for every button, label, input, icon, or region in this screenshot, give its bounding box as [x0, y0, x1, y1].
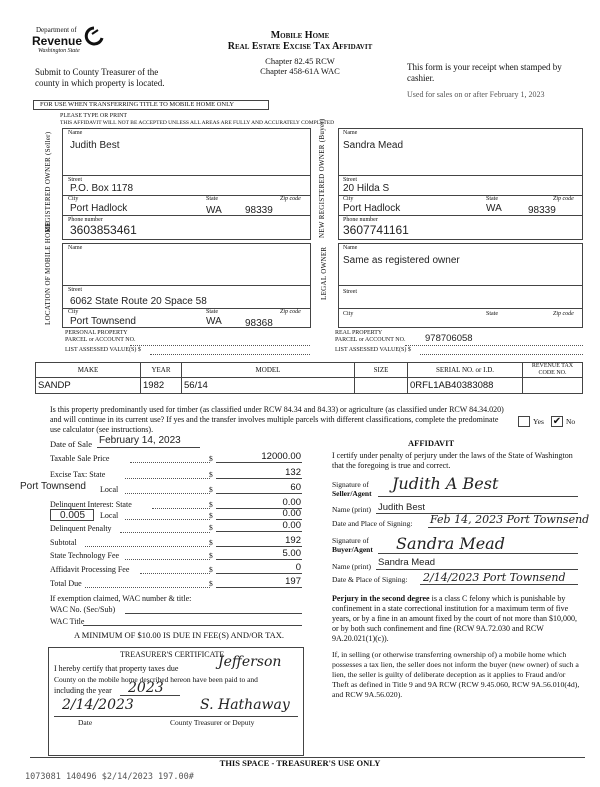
vehicle-header-year: YEAR — [141, 363, 182, 378]
affidavit-certify: I certify under penalty of perjury under the laws of the State of Washington that the foregoing is true and correct. — [332, 451, 573, 470]
buyer-state-label: State — [486, 196, 498, 202]
treasurer-text1: I hereby certify that property taxes due — [54, 664, 179, 673]
vehicle-table — [35, 362, 583, 394]
seller-sig-label: Signature of — [332, 480, 369, 489]
buyer-street-label: Street — [343, 177, 357, 183]
penalty-dollar: $ — [209, 523, 213, 532]
vehicle-make[interactable]: SANDP — [36, 378, 141, 394]
local-name[interactable]: Port Townsend — [20, 481, 86, 492]
vehicle-size[interactable] — [355, 378, 408, 394]
vehicle-header-row — [36, 363, 583, 378]
wac-title-label: WAC Title — [50, 617, 85, 626]
buyer-date-place: 2/14/2023 Port Townsend — [423, 571, 566, 584]
legal-zip-label: Zip code — [553, 311, 574, 317]
cashier-stamp: 1073081 140496 $2/14/2023 197.00# — [25, 772, 194, 782]
seller-date-place: Feb 14, 2023 Port Townsend — [430, 513, 590, 526]
seller-city-label: City — [68, 196, 79, 202]
affidavit-title: AFFIDAVIT — [408, 438, 455, 448]
date-of-sale[interactable]: February 14, 2023 — [99, 435, 181, 446]
treasurer-text3: including the year — [54, 686, 112, 695]
excise-local[interactable]: 60 — [290, 482, 301, 493]
timber-question: Is this property predominantly used for timber (as classified under RCW 84.34 and 84.33) or agriculture (as classified under RCW 84.34.020) and will continue in its current use? If yes and the transfer involves multiple parcels with different classifications, complete the predominate use calculator (see instructions). — [50, 405, 504, 434]
seller-name[interactable]: Judith Best — [70, 140, 120, 151]
seller-name-label: Name — [68, 130, 83, 136]
location-side-label: LOCATION OF MOBILE HOME — [44, 221, 52, 325]
buyer-signature: Sandra Mead — [396, 534, 505, 553]
wac-intro: If exemption claimed, WAC number & title: — [50, 594, 192, 603]
location-city-label: City — [68, 309, 79, 315]
buyer-name[interactable]: Sandra Mead — [343, 140, 404, 151]
delinq-local[interactable]: 0.00 — [282, 508, 301, 519]
legal-state-label: State — [486, 311, 498, 317]
real-assessed-label: LIST ASSESSED VALUE(S) $ — [335, 347, 411, 353]
seller-date-place-label: Date and Place of Signing: — [332, 519, 413, 528]
legal-name-label: Name — [343, 245, 358, 251]
seller-zip[interactable]: 98339 — [245, 205, 273, 216]
local-label: Local — [100, 485, 119, 494]
price-label: Taxable Sale Price — [50, 454, 110, 463]
vehicle-model[interactable]: 56/14 — [182, 378, 355, 394]
logo-dept: Department of — [36, 26, 77, 34]
affidavit-fee-label: Affidavit Processing Fee — [50, 565, 130, 574]
buyer-zip[interactable]: 98339 — [528, 205, 556, 216]
no-checkmark-icon: ✔ — [552, 416, 562, 427]
total-due[interactable]: 197 — [285, 576, 301, 587]
seller-street[interactable]: P.O. Box 1178 — [70, 183, 134, 194]
real-parcel-label: PARCEL or ACCOUNT NO. — [335, 337, 406, 343]
legal-side-label: LEGAL OWNER — [320, 246, 328, 300]
perjury-text — [332, 594, 582, 644]
vehicle-header-serial: SERIAL NO. or I.D. — [408, 363, 523, 378]
transfer-notice-text: FOR USE WHEN TRANSFERRING TITLE TO MOBILE HOME ONLY — [40, 101, 235, 108]
treasurer-signature: S. Hathaway — [200, 697, 290, 713]
buyer-name-label: Name — [343, 130, 358, 136]
subtotal-label: Subtotal — [50, 538, 77, 547]
used-for-date: Used for sales on or after February 1, 2023 — [407, 90, 545, 99]
minimum-due: A MINIMUM OF $10.00 IS DUE IN FEE(S) AND/OR TAX. — [74, 630, 285, 640]
seller-street-label: Street — [68, 177, 82, 183]
penalty-label: Delinquent Penalty — [50, 524, 112, 533]
buyer-state[interactable]: WA — [486, 203, 502, 214]
buyer-sig-label: Signature of — [332, 536, 369, 545]
vehicle-serial[interactable]: 0RFL1AB40383088 — [408, 378, 523, 394]
buyer-print-name[interactable]: Sandra Mead — [378, 557, 436, 568]
seller-print-name[interactable]: Judith Best — [378, 502, 425, 513]
real-property-label: REAL PROPERTY — [335, 330, 383, 336]
date-of-sale-label: Date of Sale — [50, 439, 93, 449]
seller-phone[interactable]: 3603853461 — [70, 223, 137, 237]
chapter-wac: Chapter 458-61A WAC — [260, 66, 340, 76]
receipt-text: This form is your receipt when stamped by cashier. — [407, 62, 562, 83]
yes-label: Yes — [533, 417, 544, 426]
treasurer-use-only: THIS SPACE - TREASURER'S USE ONLY — [219, 758, 381, 768]
local2-dollar: $ — [209, 511, 213, 520]
buyer-city[interactable]: Port Hadlock — [343, 203, 401, 214]
buyer-street[interactable]: 20 Hilda S — [343, 183, 390, 194]
buyer-phone[interactable]: 3607741161 — [343, 223, 409, 237]
no-checkbox[interactable] — [551, 416, 563, 427]
personal-parcel-label: PARCEL or ACCOUNT NO. — [65, 337, 136, 343]
tech-fee[interactable]: 5.00 — [282, 548, 301, 559]
seller-state[interactable]: WA — [206, 205, 222, 216]
title-line2: Real Estate Excise Tax Affidavit — [227, 41, 373, 52]
location-state-label: State — [206, 309, 218, 315]
buyer-sig-label2: Buyer/Agent — [332, 545, 373, 554]
excise-label: Excise Tax: State — [50, 470, 106, 479]
tech-dollar: $ — [209, 551, 213, 560]
buyer-print-label: Name (print) — [332, 562, 371, 571]
buyer-date-place-label: Date & Place of Signing: — [332, 575, 408, 584]
buyer-city-label: City — [343, 196, 354, 202]
chapter-rcw: Chapter 82.45 RCW — [265, 56, 335, 66]
location-zip-label: Zip code — [280, 309, 301, 315]
print-notice: PLEASE TYPE OR PRINT — [60, 113, 128, 119]
location-street-label: Street — [68, 287, 82, 293]
delinq-dollar: $ — [209, 500, 213, 509]
seller-sig-label2: Seller/Agent — [332, 489, 372, 498]
dor-logo — [30, 26, 102, 60]
local-rate[interactable]: 0.005 — [60, 510, 86, 521]
sale-price[interactable]: 12000.00 — [261, 451, 301, 462]
treasurer-date-label: Date — [78, 718, 93, 727]
penalty[interactable]: 0.00 — [282, 520, 301, 531]
local2-label: Local — [100, 511, 119, 520]
excise-state[interactable]: 132 — [285, 467, 301, 478]
buyer-side-label: NEW REGISTERED OWNER (Buyer) — [318, 118, 326, 238]
title-line1: Mobile Home — [270, 30, 330, 41]
vehicle-year[interactable]: 1982 — [141, 378, 182, 394]
seller-side-label: REGISTERED OWNER (Seller) — [44, 131, 52, 232]
treasurer-county: Jefferson — [218, 654, 282, 670]
total-label: Total Due — [50, 579, 82, 588]
perjury-body: is a class C felony which is punishable by confinement in a state correctional institution for a maximum term of five years, or by a fine in an amount fixed by the court of not more than $10,000, or by both such confinement and fine (RCW 9A.72.030 and RCW 9A.20.021(1)(c)). — [332, 594, 578, 643]
seller-state-label: State — [206, 196, 218, 202]
treasurer-title: TREASURER'S CERTIFICATE — [120, 650, 225, 659]
treasurer-deputy-label: County Treasurer or Deputy — [170, 718, 255, 727]
price-dollar: $ — [209, 454, 213, 463]
excise-dollar: $ — [209, 470, 213, 479]
location-city[interactable]: Port Townsend — [70, 316, 136, 327]
total-dollar: $ — [209, 579, 213, 588]
vehicle-header-make: MAKE — [36, 363, 141, 378]
vehicle-row — [36, 378, 583, 394]
buyer-zip-label: Zip code — [553, 196, 574, 202]
seller-signature: Judith A Best — [392, 474, 499, 493]
seller-city[interactable]: Port Hadlock — [70, 203, 128, 214]
selling-text: If, in selling (or otherwise transferring ownership of) a mobile home which possesses a tax lien, the seller does not inform the buyer (new owner) of such a lien, the seller is guilty of deliberate deception as it applies to Fraud and/or Theft as defined in Title 9 and 9A RCW (RCW 9.45.060, RCW 9A.56.010(4d), and RCW 9A.56.020). — [332, 650, 580, 699]
real-property-parcel[interactable]: 978706058 — [425, 333, 473, 344]
vehicle-header-taxcode: REVENUE TAX CODE NO. — [523, 363, 583, 378]
vehicle-taxcode[interactable] — [523, 378, 583, 394]
buyer-phone-label: Phone number — [343, 217, 378, 223]
treasurer-text2: County on the mobile home described hereon have been paid to and — [54, 675, 258, 684]
affidavit-fee[interactable]: 0 — [295, 562, 301, 573]
location-street[interactable]: 6062 State Route 20 Space 58 — [70, 296, 207, 307]
legal-owner-name[interactable]: Same as registered owner — [343, 255, 460, 266]
yes-checkbox[interactable] — [518, 416, 530, 427]
location-name-label: Name — [68, 245, 83, 251]
local-dollar: $ — [209, 485, 213, 494]
treasurer-year: 2023 — [128, 680, 164, 696]
accept-notice: THIS AFFIDAVIT WILL NOT BE ACCEPTED UNLESS ALL AREAS ARE FULLY AND ACCURATELY COMPLETED — [60, 120, 335, 126]
logo-state: Washington State — [38, 48, 80, 54]
location-state[interactable]: WA — [206, 316, 222, 327]
legal-street-label: Street — [343, 289, 357, 295]
location-zip[interactable]: 98368 — [245, 318, 273, 329]
seller-print-label: Name (print) — [332, 505, 371, 514]
subtotal[interactable]: 192 — [285, 535, 301, 546]
form-title — [180, 30, 420, 76]
subtotal-dollar: $ — [209, 538, 213, 547]
tech-label: State Technology Fee — [50, 551, 120, 560]
legal-city-label: City — [343, 311, 354, 317]
personal-property-label: PERSONAL PROPERTY — [65, 330, 128, 336]
delinq-label: Delinquent Interest: State — [50, 500, 132, 509]
affidavit-dollar: $ — [209, 565, 213, 574]
submit-text: Submit to County Treasurer of the county in which property is located. — [35, 67, 165, 88]
delinq-state[interactable]: 0.00 — [282, 497, 301, 508]
vehicle-header-size: SIZE — [355, 363, 408, 378]
seller-phone-label: Phone number — [68, 217, 103, 223]
vehicle-header-model: MODEL — [182, 363, 355, 378]
personal-assessed-label: LIST ASSESSED VALUE(S) $ — [65, 347, 141, 353]
wac-no-label: WAC No. (Sec/Sub) — [50, 605, 116, 614]
treasurer-date: 2/14/2023 — [62, 697, 134, 713]
dor-swirl-icon — [84, 26, 104, 48]
no-label: No — [566, 417, 576, 426]
seller-zip-label: Zip code — [280, 196, 301, 202]
perjury-bold: Perjury in the second degree — [332, 594, 430, 603]
logo-name: Revenue — [32, 34, 83, 48]
